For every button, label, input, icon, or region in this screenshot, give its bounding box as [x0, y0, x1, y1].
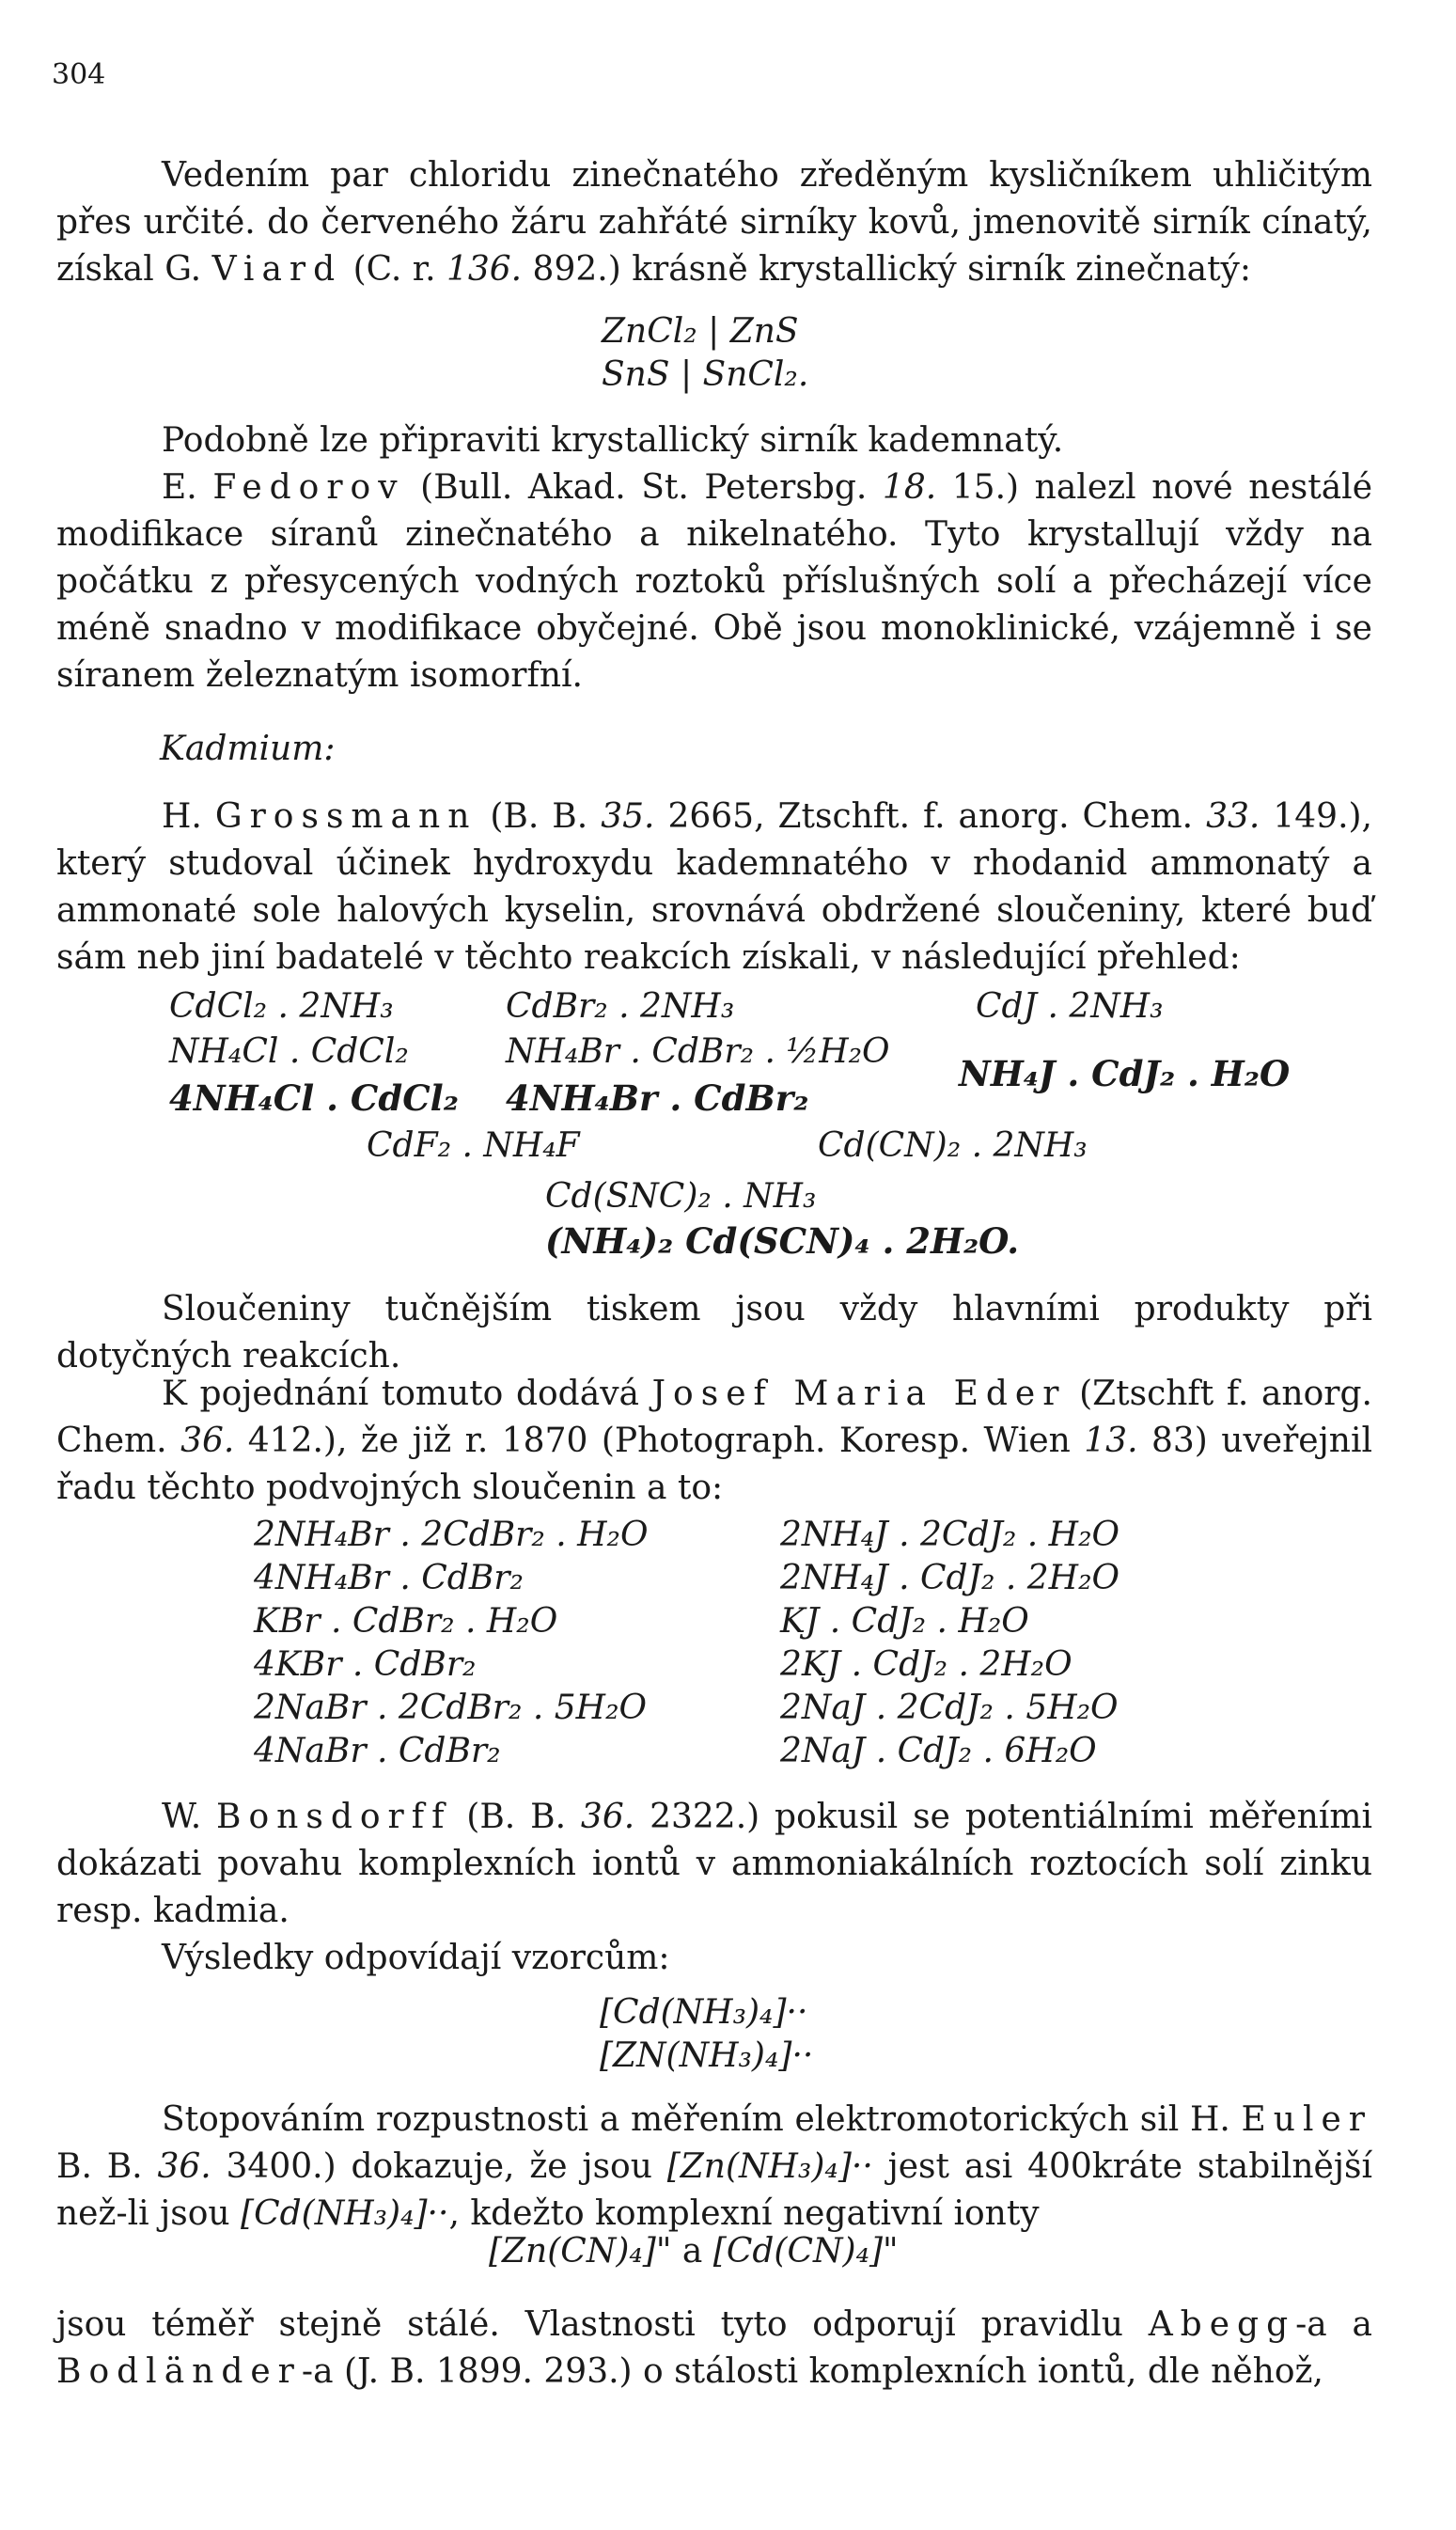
paragraph-eder: K pojednání tomuto dodává Josef Maria Eder (Ztschft f. anorg. Chem. 36. 412.), že již r. 1870 (Photograph. Koresp. Wien 13. 83) uveřejnil řadu těchto podvojných sloučenin a to: [56, 1375, 1372, 1507]
author-name: Bodländer [56, 2352, 302, 2391]
formula: 2NH₄Br . 2CdBr₂ . H₂O [254, 1516, 649, 1554]
formula: KJ . CdJ₂ . H₂O [780, 1602, 1029, 1641]
formula: CdJ . 2NH₃ [976, 987, 1164, 1026]
page-number: 304 [52, 58, 106, 91]
paragraph-bonsdorff: W. Bonsdorff (B. B. 36. 2322.) pokusil se potentiálními měřeními dokázati povahu komplexních iontů v ammoniakálních roztocích solí zinku resp. kadmia. [56, 1798, 1373, 1930]
paragraph-euler: Stopováním rozpustnosti a měřením elektromotorických sil H. Euler B. B. 36. 3400.) dokazuje, že jsou [Zn(NH₃)₄]·· jest asi 400kráte stabilnější než-li jsou [Cd(NH₃)₄]··, kdežto komplexní negativní ionty [56, 2100, 1372, 2233]
equation-line: ZnCl₂ | ZnS [602, 312, 799, 351]
paragraph-cadmium-sulfide: Podobně lze připraviti krystallický sirník kademnatý. [162, 421, 1064, 460]
paragraph-viard: Vedením par chloridu zinečnatého zředěným kysličníkem uhličitým přes určité. do červeného žáru zahřáté sirníky kovů, jmenovitě sirník cínatý, získal G. Viard (C. r. 136. 892.) krásně krystallický sirník zinečnatý: [56, 156, 1372, 289]
formula: NH₄Cl . CdCl₂ [169, 1032, 409, 1071]
author-name: Bonsdorff [216, 1798, 452, 1836]
author-name: Grossmann [214, 797, 478, 836]
author-name: Fedorov [212, 468, 405, 507]
author-name: Abegg [1148, 2305, 1296, 2344]
author-name: Euler [1241, 2100, 1372, 2139]
formula: 2NaBr . 2CdBr₂ . 5H₂O [254, 1689, 648, 1727]
formula-bold: NH₄J . CdJ₂ . H₂O [959, 1053, 1291, 1094]
formula: 2NaJ . 2CdJ₂ . 5H₂O [780, 1689, 1119, 1727]
formula: Cd(SNC)₂ . NH₃ [545, 1177, 817, 1216]
ion-formula: [Cd(NH₃)₄]·· [600, 1993, 808, 2032]
formula: 2NH₄J . 2CdJ₂ . H₂O [780, 1516, 1120, 1554]
ion-formula: [ZN(NH₃)₄]·· [600, 2036, 814, 2075]
formula: NH₄Br . CdBr₂ . ½H₂O [506, 1032, 890, 1071]
formula: 4NaBr . CdBr₂ [254, 1732, 501, 1770]
formula: 2KJ . CdJ₂ . 2H₂O [780, 1645, 1072, 1684]
paragraph-grossmann: H. Grossmann (B. B. 35. 2665, Ztschft. f. anorg. Chem. 33. 149.), který studoval účinek hydroxydu kademnatého v rhodanid ammonatý a ammonaté sole halových kyselin, srovnává obdržené sloučeniny, které buď sám neb jiní badatelé v těchto reakcích získali, v následující přehled: [56, 797, 1373, 977]
author-name: Josef Maria Eder [651, 1375, 1067, 1413]
formula: CdCl₂ . 2NH₃ [169, 987, 394, 1026]
formula: CdBr₂ . 2NH₃ [506, 987, 735, 1026]
formula: CdF₂ . NH₄F [367, 1126, 580, 1165]
paragraph-fedorov: E. Fedorov (Bull. Akad. St. Petersbg. 18. 15.) nalezl nové nestálé modifikace síranů zinečnatého a nikelnatého. Tyto krystallují vždy na počátku z přesycených vodných roztoků příslušných solí a přecházejí více méně snadno v modifikace obyčejné. Obě jsou monoklinické, vzájemně i se síranem železnatým isomorfní. [56, 468, 1373, 695]
formula: 2NaJ . CdJ₂ . 6H₂O [780, 1732, 1097, 1770]
complex-ions-line: [Zn(CN)₄]" a [Cd(CN)₄]" [489, 2232, 899, 2271]
author-name: Viard [211, 250, 343, 289]
formula: KBr . CdBr₂ . H₂O [254, 1602, 558, 1641]
paragraph-results: Výsledky odpovídají vzorcům: [162, 1939, 670, 1977]
formula-bold: 4NH₄Br . CdBr₂ [506, 1077, 809, 1119]
formula-bold: (NH₄)₂ Cd(SCN)₄ . 2H₂O. [545, 1220, 1020, 1262]
equation-line: SnS | SnCl₂. [602, 355, 809, 394]
formula: 4KBr . CdBr₂ [254, 1645, 477, 1684]
section-heading: Kadmium: [160, 730, 336, 768]
paragraph-abegg: jsou téměř stejně stálé. Vlastnosti tyto odporují pravidlu Abegg-a a Bodländer-a (J. B. 1899. 293.) o stálosti komplexních iontů, dle něhož, [56, 2305, 1372, 2391]
formula: 2NH₄J . CdJ₂ . 2H₂O [780, 1559, 1120, 1597]
paragraph-bold-note: Sloučeniny tučnějším tiskem jsou vždy hlavními produkty při dotyčných reakcích. [56, 1290, 1372, 1375]
formula: Cd(CN)₂ . 2NH₃ [818, 1126, 1088, 1165]
formula-bold: 4NH₄Cl . CdCl₂ [169, 1077, 459, 1119]
formula: 4NH₄Br . CdBr₂ [254, 1559, 524, 1597]
